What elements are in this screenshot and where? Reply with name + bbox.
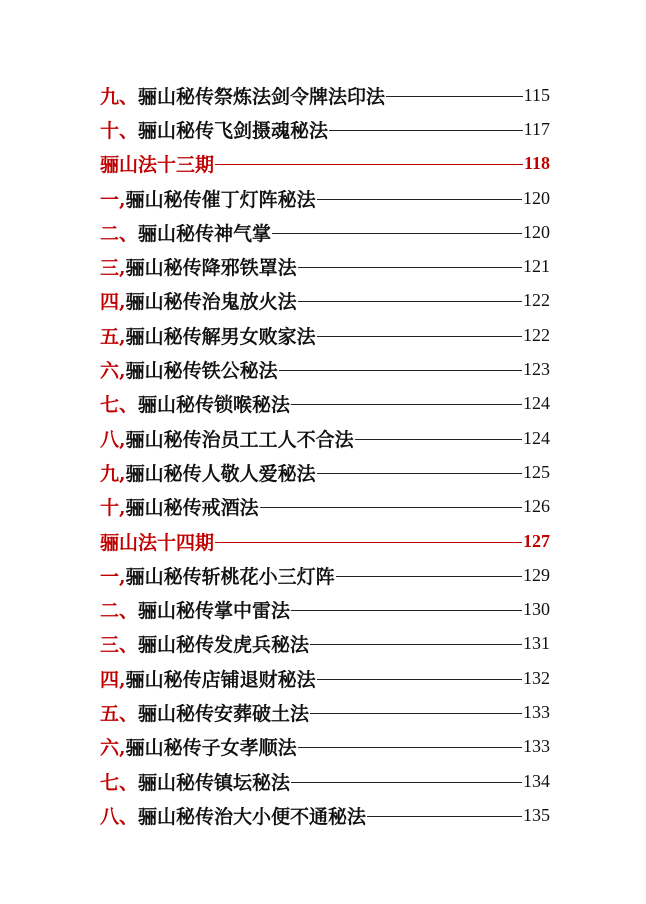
page-number: 121: [523, 256, 550, 277]
entry-number: 八,: [100, 428, 126, 451]
toc-entry: [100, 661, 550, 695]
dot-leader: [386, 96, 523, 97]
dot-leader: [317, 679, 522, 680]
entry-number: 九,: [100, 462, 126, 485]
page-number: 122: [523, 324, 550, 345]
dot-leader: [298, 747, 522, 748]
entry-title: 骊山秘传治员工工人不合法: [125, 428, 354, 451]
entry-number: 四,: [100, 668, 126, 691]
dot-leader: [329, 130, 523, 131]
dot-leader: [260, 507, 522, 508]
section-title: 骊山法十三期: [100, 154, 215, 177]
page-number: 127: [523, 530, 550, 551]
toc-entry: [100, 181, 550, 215]
entry-number: 三、: [100, 634, 139, 657]
entry-title: 骊山秘传店铺退财秘法: [125, 668, 316, 691]
page-number: 133: [523, 736, 550, 757]
entry-title: 骊山秘传人敬人爱秘法: [125, 462, 316, 485]
page-number: 122: [523, 290, 550, 311]
section-title: 骊山法十四期: [100, 531, 215, 554]
entry-number: 十,: [100, 497, 126, 520]
dot-leader: [291, 404, 522, 405]
dot-leader: [215, 542, 522, 543]
dot-leader: [298, 267, 522, 268]
entry-number: 一,: [100, 565, 126, 588]
page-number: 132: [523, 667, 550, 688]
entry-number: 五、: [100, 702, 139, 725]
entry-number: 二、: [100, 222, 139, 245]
toc-entry: [100, 730, 550, 764]
toc-entry: [100, 455, 550, 489]
toc-entry: [100, 695, 550, 729]
toc-entry: [100, 249, 550, 283]
entry-title: 骊山秘传锁喉秘法: [138, 394, 291, 417]
entry-title: 骊山秘传解男女败家法: [125, 325, 316, 348]
dot-leader: [317, 473, 522, 474]
entry-title: 骊山秘传治大小便不通秘法: [138, 805, 367, 828]
entry-number: 五,: [100, 325, 126, 348]
entry-title: 骊山秘传斩桃花小三灯阵: [125, 565, 335, 588]
toc-entry: [100, 764, 550, 798]
toc-section-heading: [100, 147, 550, 181]
dot-leader: [310, 644, 522, 645]
toc-entry: [100, 592, 550, 626]
entry-number: 四,: [100, 291, 126, 314]
page-number: 120: [523, 187, 550, 208]
page-number: 117: [523, 118, 550, 139]
dot-leader: [310, 713, 522, 714]
toc-entry: [100, 490, 550, 524]
dot-leader: [298, 301, 522, 302]
entry-number: 七、: [100, 394, 139, 417]
entry-number: 九、: [100, 85, 139, 108]
page-number: 133: [523, 701, 550, 722]
page-number: 126: [523, 496, 550, 517]
entry-title: 骊山秘传掌中雷法: [138, 600, 291, 623]
entry-number: 六,: [100, 737, 126, 760]
entry-number: 十、: [100, 119, 139, 142]
table-of-contents: [100, 78, 550, 833]
entry-number: 六,: [100, 360, 126, 383]
toc-entry: [100, 421, 550, 455]
entry-title: 骊山秘传催丁灯阵秘法: [125, 188, 316, 211]
dot-leader: [272, 233, 522, 234]
page-number: 135: [523, 804, 550, 825]
dot-leader: [291, 610, 522, 611]
entry-title: 骊山秘传祭炼法剑令牌法印法: [138, 85, 386, 108]
dot-leader: [355, 439, 522, 440]
entry-number: 二、: [100, 600, 139, 623]
page-number: 123: [523, 359, 550, 380]
page-number: 124: [523, 393, 550, 414]
toc-entry: [100, 352, 550, 386]
page-number: 115: [523, 84, 550, 105]
entry-title: 骊山秘传镇坛秘法: [138, 771, 291, 794]
toc-entry: [100, 112, 550, 146]
page-number: 125: [523, 461, 550, 482]
toc-entry: [100, 215, 550, 249]
entry-title: 骊山秘传降邪铁罩法: [125, 257, 297, 280]
entry-title: 骊山秘传飞剑摄魂秘法: [138, 119, 329, 142]
toc-section-heading: [100, 524, 550, 558]
entry-title: 骊山秘传子女孝顺法: [125, 737, 297, 760]
dot-leader: [291, 782, 522, 783]
entry-title: 骊山秘传治鬼放火法: [125, 291, 297, 314]
entry-title: 骊山秘传神气掌: [138, 222, 272, 245]
entry-number: 一,: [100, 188, 126, 211]
toc-entry: [100, 284, 550, 318]
page-number: 134: [523, 770, 550, 791]
entry-number: 八、: [100, 805, 139, 828]
dot-leader: [215, 164, 523, 165]
dot-leader: [317, 199, 522, 200]
page-number: 120: [523, 221, 550, 242]
dot-leader: [367, 816, 522, 817]
page-number: 130: [523, 599, 550, 620]
entry-number: 七、: [100, 771, 139, 794]
entry-title: 骊山秘传安葬破土法: [138, 702, 310, 725]
dot-leader: [336, 576, 522, 577]
dot-leader: [317, 336, 522, 337]
entry-title: 骊山秘传戒酒法: [125, 497, 259, 520]
toc-entry: [100, 78, 550, 112]
entry-number: 三,: [100, 257, 126, 280]
dot-leader: [279, 370, 522, 371]
toc-entry: [100, 627, 550, 661]
toc-entry: [100, 558, 550, 592]
toc-entry: [100, 798, 550, 832]
entry-title: 骊山秘传铁公秘法: [125, 360, 278, 383]
page-number: 118: [523, 153, 550, 174]
page-number: 124: [523, 427, 550, 448]
toc-entry: [100, 387, 550, 421]
page-number: 129: [523, 564, 550, 585]
toc-entry: [100, 318, 550, 352]
entry-title: 骊山秘传发虎兵秘法: [138, 634, 310, 657]
page-number: 131: [523, 633, 550, 654]
